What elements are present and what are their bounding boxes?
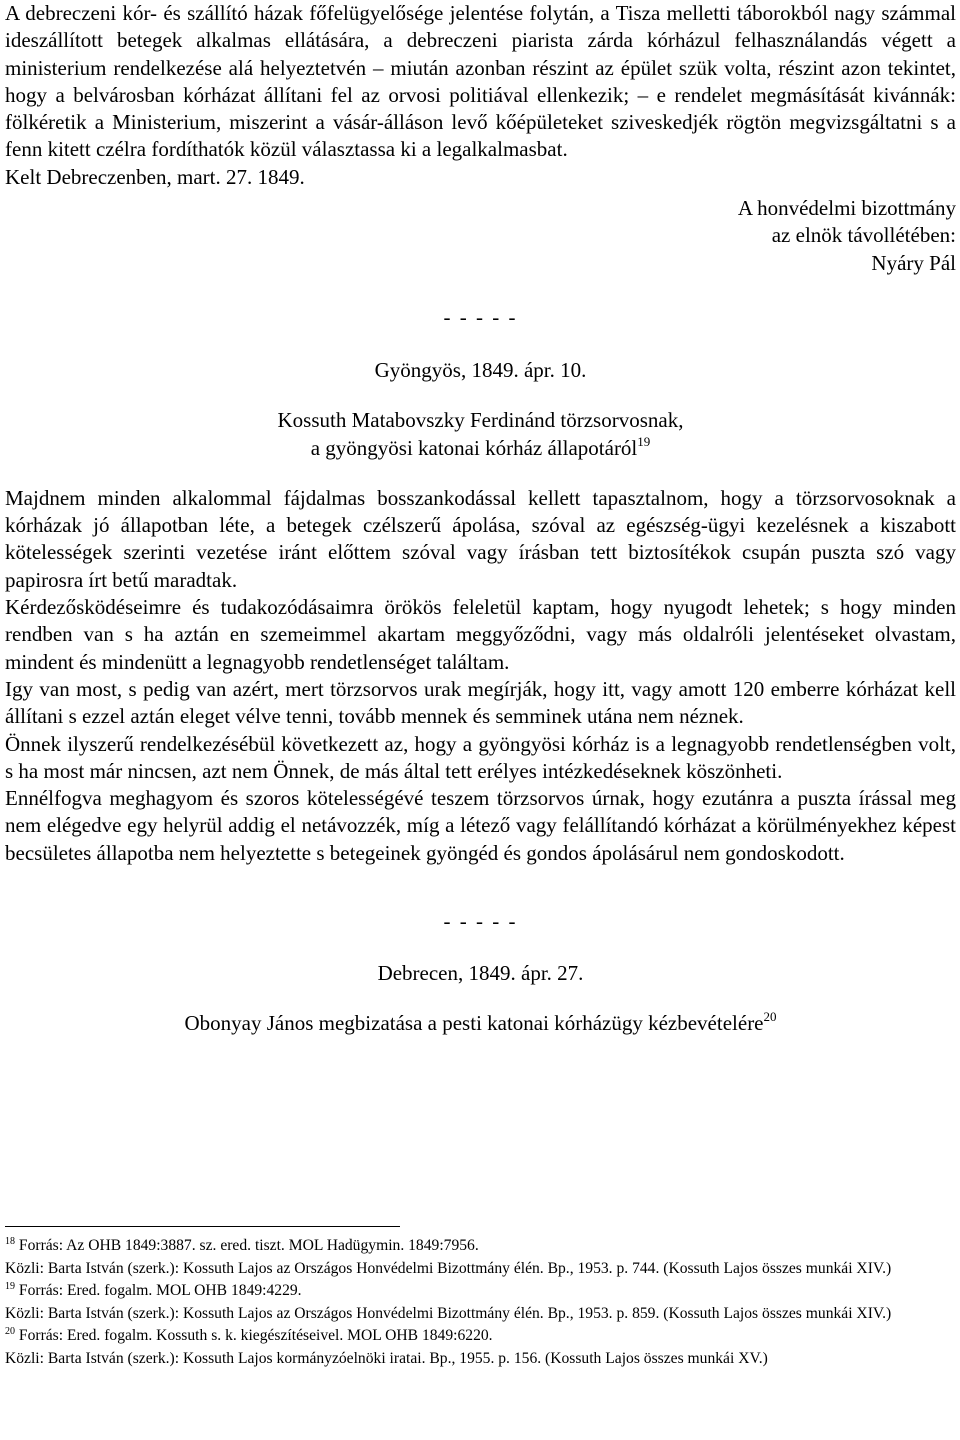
footnote-source <box>5 1235 956 1258</box>
letter2-heading-line-2 <box>5 435 956 462</box>
letter2-heading-line-1: Kossuth Matabovszky Ferdinánd törzsorvosnak, <box>277 408 684 433</box>
footnote-publication: Közli: Barta István (szerk.): Kossuth Lajos kormányzóelnöki iratai. Bp., 1955. p. 156. (Kossuth Lajos összes munkái XV.) <box>5 1349 768 1367</box>
signature-line-2: az elnök távollétében: <box>771 223 956 248</box>
document-page <box>5 0 956 1038</box>
letter2-paragraph: Majdnem minden alkalommal fájdalmas bosszankodással kellett tapasztalnom, hogy a törzsorvosoknak a kórházak jó állapotban léte, a betegek czélszerű ápolása, szóval az egészség-ügyi kezelésnek a kiszabott kötelességek szerinti vezetése iránt előttem szóval vagy írásban tett biztosítékok csupán puszta szó vagy papirosra írt betű maradtak. <box>5 485 956 592</box>
letter1-body: A debreczeni kór- és szállító házak főfelügyelősége jelentése folytán, a Tisza melletti táborokból nagy számmal ideszállított betegek alkalmas ellátására, a debreczeni piarista zárda kórházul felhasználandás végett a ministerium rendelkezése alá helyeztetvén – miután azonban részint az épület szük volta, részint azon tekintet, hogy a belvárosban kórházat állítani fel az orvosi politiával ellenkezik; – e rendelet megmásítását kivánnák: fölkéretik a Ministerium, miszerint a vásár-álláson levő kőépületeket sziveskedjék rögtön megvizsgáltatni s a fenn kitett czélra fordíthatók közül választassa ki a legalkalmasbat. <box>5 1 956 162</box>
letter1-signature <box>5 195 956 277</box>
letter2-paragraph: Önnek ilyszerű rendelkezésébül következett az, hogy a gyöngyösi kórház is a legnagyobb rendetlenségben volt, s ha most már nincsen, azt nem Önnek, de más által tett erélyes intézkedéseknek köszönheti. <box>5 731 956 783</box>
letter2-place-date: Gyöngyös, 1849. ápr. 10. <box>374 357 587 382</box>
footnote-source-text: Forrás: Ered. fogalm. Kossuth s. k. kiegészítéseivel. MOL OHB 1849:6220. <box>18 1327 493 1344</box>
letter3-place-date: Debrecen, 1849. ápr. 27. <box>377 961 584 986</box>
letter2-heading <box>5 407 956 462</box>
signature-line-1: A honvédelmi bizottmány <box>737 196 956 221</box>
signature-line-3: Nyáry Pál <box>871 250 956 275</box>
footnote-ref-20[interactable]: 20 <box>763 1009 777 1025</box>
footnote-20 <box>5 1325 956 1370</box>
footnote-number: 18 <box>5 1236 15 1247</box>
footnote-number: 20 <box>5 1326 15 1337</box>
footnote-divider <box>5 1226 400 1227</box>
letter2-heading-text: a gyöngyösi katonai kórház állapotáról <box>310 435 638 460</box>
letter1-date: Kelt Debreczenben, mart. 27. 1849. <box>5 164 305 189</box>
footnote-source <box>5 1280 956 1303</box>
letter3-heading <box>5 1010 956 1037</box>
footnote-18 <box>5 1235 956 1280</box>
letter3-heading-text: Obonyay János megbizatása a pesti katonai kórházügy kézbevételére <box>184 1011 764 1036</box>
footnote-publication: Közli: Barta István (szerk.): Kossuth Lajos az Országos Honvédelmi Bizottmány élén. Bp., 1953. p. 859. (Kossuth Lajos összes munkái XIV.) <box>5 1304 892 1322</box>
footnote-source <box>5 1325 956 1348</box>
section-separator: - - - - - <box>443 304 518 329</box>
footnote-publication: Közli: Barta István (szerk.): Kossuth Lajos az Országos Honvédelmi Bizottmány élén. Bp., 1953. p. 744. (Kossuth Lajos összes munkái XIV.) <box>5 1259 892 1277</box>
section-separator: - - - - - <box>443 909 518 934</box>
letter2-paragraph: Igy van most, s pedig van azért, mert törzsorvos urak megírják, hogy itt, vagy amott 120 emberre kórházat kell állítani s ezzel aztán eleget vélve tenni, tovább mennek és semminek utána nem néznek. <box>5 676 956 729</box>
footnote-19 <box>5 1280 956 1325</box>
letter2-paragraph: Ennélfogva meghagyom és szoros kötelességévé teszem törzsorvos úrnak, hogy ezutánra a puszta írással meg nem elégedve egy helyrül addig el netávozzék, míg a létező vagy felállítandó kórházat a körülményekhez képest becsületes állapotba nem helyeztette s betegeinek gyöngéd és gondos ápolásárul nem gondoskodott. <box>5 786 956 865</box>
footnote-source-text: Forrás: Ered. fogalm. MOL OHB 1849:4229. <box>18 1282 302 1299</box>
footnote-ref-19[interactable]: 19 <box>637 433 651 449</box>
footnotes <box>5 1226 956 1370</box>
letter2-paragraph: Kérdezősködéseimre és tudakozódásaimra örökös feleletül kaptam, hogy nyugodt lehetek; s hogy minden rendben van s ha aztán en szemeimmel akartam meggyőződni, vagy más oldalróli jelentéseket olvastam, mindent és mindenütt a legnagyobb rendetlenséget találtam. <box>5 595 956 674</box>
footnote-source-text: Forrás: Az OHB 1849:3887. sz. ered. tiszt. MOL Hadügymin. 1849:7956. <box>18 1237 479 1254</box>
footnote-number: 19 <box>5 1281 15 1292</box>
letter2-body <box>5 485 956 867</box>
